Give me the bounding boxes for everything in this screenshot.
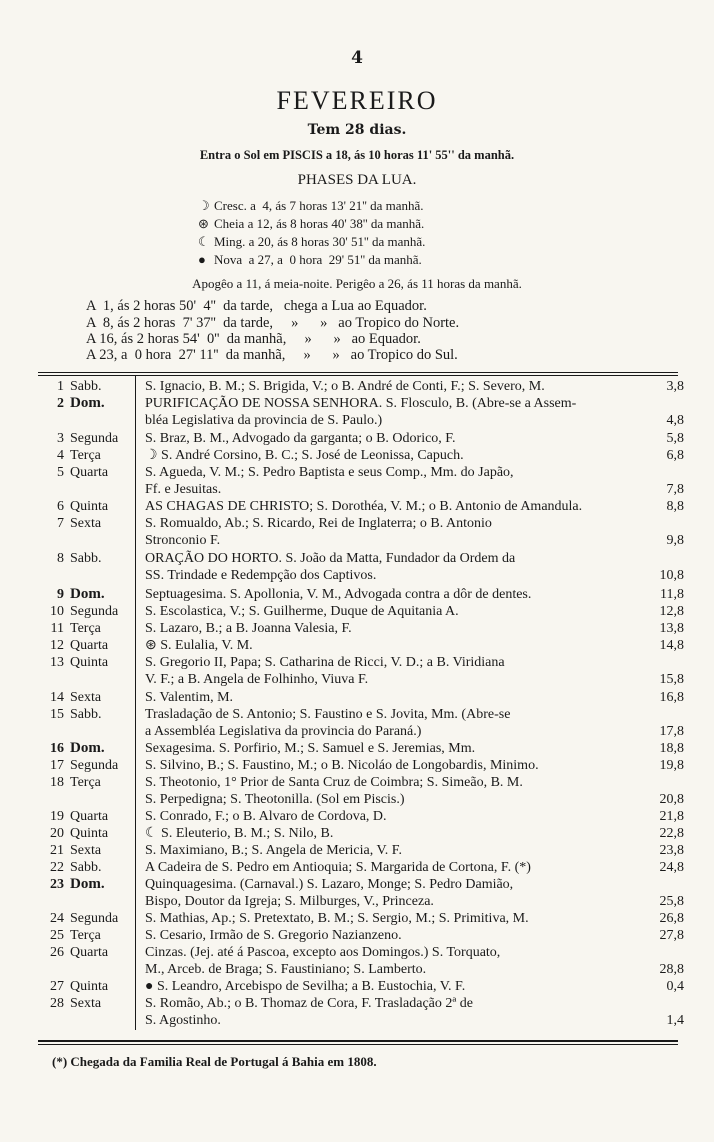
day-value: 17,8: [659, 724, 684, 739]
day-number: 12: [50, 638, 64, 653]
saints-text: S. Cesario, Irmão de S. Gregorio Nazianzeno.: [145, 928, 402, 943]
day-number: 1: [57, 379, 64, 394]
equator-line: A 8, ás 2 horas 7' 37'' da tarde, » » ao Tropico do Norte.: [86, 315, 460, 331]
weekday: Terça: [70, 621, 101, 636]
saints-text: ● S. Leandro, Arcebispo de Sevilha; a B. Eustochia, V. F.: [145, 979, 466, 994]
day-value: 28,8: [659, 962, 684, 977]
weekday: Quinta: [70, 499, 109, 514]
page-number: 4: [351, 48, 363, 68]
saints-text: Quinquagesima. (Carnaval.) S. Lazaro, Monge; S. Pedro Damião, Bispo, Doutor da Igreja; S. Milburges, V., Princeza.: [145, 877, 514, 909]
saints-text: S. Gregorio II, Papa; S. Catharina de Ricci, V. D.; a B. Viridiana V. F.; a B. Angela de Folhinho, Viuva F.: [145, 655, 505, 687]
saints-text: S. Silvino, B.; S. Faustino, M.; o B. Nicoláo de Longobardis, Minimo.: [145, 758, 539, 773]
month-title: FEVEREIRO: [276, 86, 438, 115]
day-number: 7: [57, 516, 64, 531]
day-value: 13,8: [659, 621, 684, 636]
saints-text: ☾ S. Eleuterio, B. M.; S. Nilo, B.: [145, 826, 334, 841]
weekday: Quinta: [70, 655, 109, 670]
weekday: Segunda: [70, 431, 119, 446]
saints-text: S. Romão, Ab.; o B. Thomaz de Cora, F. Trasladação 2ª de S. Agostinho.: [145, 996, 473, 1028]
day-value: 8,8: [666, 499, 684, 514]
equator-line: A 16, ás 2 horas 54' 0'' da manhã, » » ao Equador.: [86, 331, 421, 347]
weekday: Segunda: [70, 604, 119, 619]
day-number: 14: [50, 690, 64, 705]
day-value: 0,4: [666, 979, 684, 994]
day-number: 22: [50, 860, 64, 875]
day-number: 10: [50, 604, 64, 619]
equator-line: A 23, a 0 hora 27' 11'' da manhã, » » ao Tropico do Sul.: [86, 347, 458, 363]
saints-text: S. Mathias, Ap.; S. Pretextato, B. M.; S. Sergio, M.; S. Primitiva, M.: [145, 911, 529, 926]
weekday: Quinta: [70, 979, 109, 994]
day-number: 27: [50, 979, 64, 994]
weekday: Sabb.: [70, 707, 102, 722]
day-number: 11: [50, 621, 64, 636]
saints-text: S. Maximiano, B.; S. Angela de Mericia, V. F.: [145, 843, 402, 858]
saints-text: S. Theotonio, 1° Prior de Santa Cruz de Coimbra; S. Simeão, B. M. S. Perpedigna; S. Theotonilla. (Sol em Piscis.): [145, 775, 523, 807]
full-moon-icon: ⊛: [198, 216, 209, 231]
saints-text: S. Romualdo, Ab.; S. Ricardo, Rei de Inglaterra; o B. Antonio Stronconio F.: [145, 516, 492, 548]
day-number: 21: [50, 843, 64, 858]
phase-new: ● Nova a 27, a 0 hora 29' 51'' da manhã.: [198, 252, 422, 267]
weekday: Segunda: [70, 911, 119, 926]
phase-waning: ☾ Ming. a 20, ás 8 horas 30' 51'' da manhã.: [198, 234, 426, 249]
first-quarter-moon-icon: ☽: [198, 198, 210, 213]
weekday: Quarta: [70, 945, 109, 960]
day-number: 17: [50, 758, 64, 773]
weekday: Terça: [70, 448, 101, 463]
saints-text: AS CHAGAS DE CHRISTO; S. Dorothéa, V. M.; o B. Antonio de Amandula.: [145, 499, 583, 514]
divider-bottom: [38, 1044, 678, 1045]
day-value: 10,8: [659, 568, 684, 583]
divider-bottom: [38, 1040, 678, 1042]
saints-text: S. Escolastica, V.; S. Guilherme, Duque de Aquitania A.: [145, 604, 459, 619]
day-number: 16: [50, 741, 64, 756]
day-value: 12,8: [659, 604, 684, 619]
new-moon-icon: ●: [198, 252, 206, 267]
saints-text: S. Valentim, M.: [145, 690, 234, 705]
day-value: 11,8: [660, 587, 684, 602]
day-number: 25: [50, 928, 64, 943]
day-value: 6,8: [666, 448, 684, 463]
day-number: 28: [50, 996, 64, 1011]
weekday: Sabb.: [70, 860, 102, 875]
saints-text: PURIFICAÇÃO DE NOSSA SENHORA. S. Flosculo, B. (Abre-se a Assem- bléa Legislativa da provincia de S. Paulo.): [145, 396, 577, 428]
saints-text: S. Lazaro, B.; a B. Joanna Valesia, F.: [145, 621, 352, 636]
day-number: 4: [57, 448, 64, 463]
moon-phases-title: PHASES DA LUA.: [297, 172, 417, 188]
day-value: 1,4: [666, 1013, 684, 1028]
saints-text: S. Agueda, V. M.; S. Pedro Baptista e seus Comp., Mm. do Japão, Ff. e Jesuitas.: [145, 465, 514, 497]
footnote: (*) Chegada da Familia Real de Portugal á Bahia em 1808.: [52, 1054, 377, 1069]
day-value: 25,8: [659, 894, 684, 909]
day-number: 19: [50, 809, 64, 824]
saints-text: S. Braz, B. M., Advogado da garganta; o B. Odorico, F.: [145, 431, 456, 446]
day-value: 9,8: [666, 533, 684, 548]
day-value: 27,8: [659, 928, 684, 943]
day-value: 19,8: [659, 758, 684, 773]
saints-text: Cinzas. (Jej. até á Pascoa, excepto aos Domingos.) S. Torquato, M., Arceb. de Braga; S. Faustiniano; S. Lamberto.: [145, 945, 501, 977]
day-value: 22,8: [659, 826, 684, 841]
phase-full: ⊛ Cheia a 12, ás 8 horas 40' 38'' da manhã.: [198, 216, 425, 231]
saints-text: A Cadeira de S. Pedro em Antioquia; S. Margarida de Cortona, F. (*): [145, 860, 531, 875]
weekday: Dom.: [70, 586, 105, 602]
weekday: Segunda: [70, 758, 119, 773]
day-number: 24: [50, 911, 64, 926]
day-value: 20,8: [659, 792, 684, 807]
day-value: 4,8: [666, 413, 684, 428]
saints-text: S. Ignacio, B. M.; S. Brigida, V.; o B. André de Conti, F.; S. Severo, M.: [145, 379, 545, 394]
saints-text: ORAÇÃO DO HORTO. S. João da Matta, Fundador da Ordem da SS. Trindade e Redempção dos Captivos.: [145, 551, 516, 583]
weekday: Quarta: [70, 465, 109, 480]
day-value: 18,8: [659, 741, 684, 756]
day-value: 24,8: [659, 860, 684, 875]
saints-text: ☽ S. André Corsino, B. C.; S. José de Leonissa, Capuch.: [145, 448, 464, 463]
day-value: 16,8: [659, 690, 684, 705]
saints-text: ⊛ S. Eulalia, V. M.: [145, 638, 253, 653]
day-number: 13: [50, 655, 64, 670]
day-number: 20: [50, 826, 64, 841]
equator-line: A 1, ás 2 horas 50' 4'' da tarde, chega a Lua ao Equador.: [86, 298, 427, 314]
weekday: Dom.: [70, 876, 105, 892]
day-number: 3: [57, 431, 64, 446]
days-count: Tem 28 dias.: [307, 122, 407, 138]
divider-top: [38, 375, 678, 376]
weekday: Sexta: [70, 690, 102, 705]
divider-top: [38, 372, 678, 373]
weekday: Sexta: [70, 843, 102, 858]
weekday: Dom.: [70, 740, 105, 756]
day-value: 7,8: [666, 482, 684, 497]
day-number: 8: [57, 551, 64, 566]
day-value: 23,8: [659, 843, 684, 858]
saints-text: Sexagesima. S. Porfirio, M.; S. Samuel e S. Jeremias, Mm.: [145, 741, 476, 756]
day-value: 14,8: [659, 638, 684, 653]
weekday: Sexta: [70, 516, 102, 531]
saints-text: Septuagesima. S. Apollonia, V. M., Advogada contra a dôr de dentes.: [145, 587, 532, 602]
day-number: 15: [50, 707, 64, 722]
weekday: Sexta: [70, 996, 102, 1011]
weekday: Quinta: [70, 826, 109, 841]
day-number: 23: [50, 877, 64, 892]
weekday: Quarta: [70, 809, 109, 824]
day-value: 15,8: [659, 672, 684, 687]
day-value: 3,8: [666, 379, 684, 394]
day-number: 6: [57, 499, 64, 514]
weekday: Terça: [70, 928, 101, 943]
saints-text: Trasladação de S. Antonio; S. Faustino e S. Jovita, Mm. (Abre-se a Assembléa Legislativa da provincia do Paraná.): [145, 707, 511, 739]
weekday: Quarta: [70, 638, 109, 653]
weekday: Sabb.: [70, 379, 102, 394]
weekday: Terça: [70, 775, 101, 790]
day-number: 9: [57, 587, 64, 602]
apogee-perigee-line: Apogêo a 11, á meia-noite. Perigêo a 26, ás 11 horas da manhã.: [192, 276, 522, 291]
day-value: 26,8: [659, 911, 684, 926]
day-number: 5: [57, 465, 64, 480]
sun-entry-line: Entra o Sol em PISCIS a 18, ás 10 horas 11' 55'' da manhã.: [199, 148, 515, 162]
weekday: Sabb.: [70, 551, 102, 566]
day-value: 21,8: [659, 809, 684, 824]
weekday: Dom.: [70, 395, 105, 411]
day-value: 5,8: [666, 431, 684, 446]
day-number: 2: [57, 396, 64, 411]
saints-text: S. Conrado, F.; o B. Alvaro de Cordova, D.: [145, 809, 387, 824]
phase-crescent: ☽ Cresc. a 4, ás 7 horas 13' 21'' da manhã.: [198, 198, 424, 213]
day-number: 18: [50, 775, 64, 790]
last-quarter-moon-icon: ☾: [198, 234, 210, 249]
day-number: 26: [50, 945, 64, 960]
